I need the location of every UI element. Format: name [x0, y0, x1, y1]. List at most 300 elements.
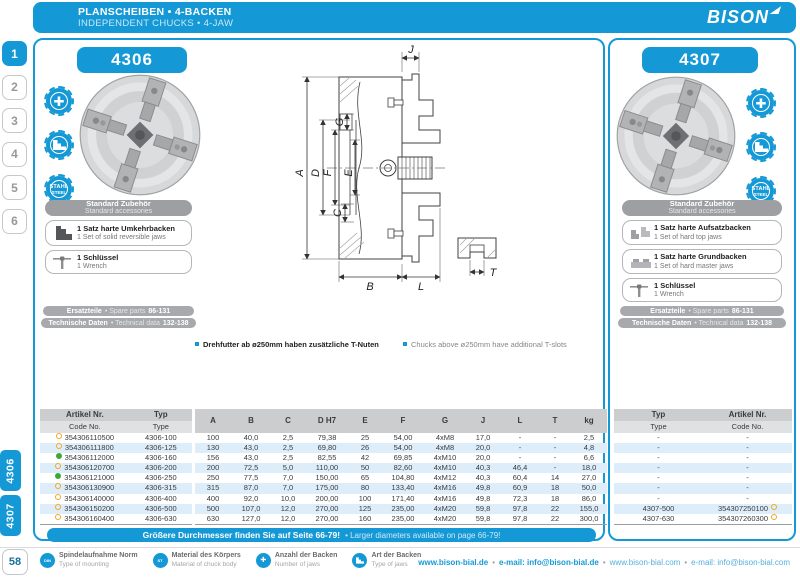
dimension-cell: 20,0 — [475, 453, 491, 463]
column-header-b: B — [248, 416, 254, 425]
code-no-cell: 354306160400 — [40, 514, 130, 524]
cross-glyph: ✚ — [755, 95, 767, 111]
dimension-row — [195, 453, 607, 463]
column-header-l: L — [517, 416, 523, 425]
green-status-dot — [56, 453, 62, 459]
legend-cross — [256, 552, 338, 569]
sidebar-tab-5[interactable]: 5 — [2, 175, 27, 200]
dimension-cell: 270,00 — [315, 513, 339, 523]
dimension-cell: 4xM8 — [435, 443, 455, 453]
dim-label-b: B — [366, 281, 374, 293]
dimension-row — [195, 504, 607, 514]
sidebar-tab-2[interactable]: 2 — [2, 75, 27, 100]
separator-dot: • — [684, 558, 688, 567]
orange-status-dot — [56, 433, 62, 439]
article-row — [40, 453, 192, 463]
dimension-cell: 2,5 — [282, 453, 294, 463]
accessory-label-de: 1 Schlüssel — [77, 252, 119, 262]
dimension-cell: 2,5 — [282, 433, 294, 442]
dimension-cell: 49,8 — [475, 493, 491, 503]
code-no-cell: 354306110500 — [40, 433, 130, 443]
code-no-cell: 354306150200 — [40, 504, 130, 514]
jaw-profile-icon — [746, 132, 776, 162]
dimension-cell: 50 — [360, 463, 370, 473]
page-number: 58 — [2, 549, 28, 575]
dimension-cell: 4xM20 — [433, 513, 457, 523]
sidebar-tab-1[interactable]: 1 — [2, 41, 27, 66]
std-accessories-en: Standard accessories — [84, 208, 153, 215]
dimension-row — [195, 473, 607, 483]
orange-status-dot — [771, 504, 777, 510]
dimension-cell: 270,00 — [315, 503, 339, 513]
dimension-cell: 97,8 — [512, 503, 528, 513]
dimension-cell: 133,40 — [391, 483, 415, 493]
type-cell: - — [657, 473, 660, 483]
dimension-cell: 300,0 — [579, 513, 599, 523]
dimension-cell: 97,8 — [512, 513, 528, 523]
sidebar-tab-4[interactable]: 4 — [2, 142, 27, 167]
article-row — [614, 514, 792, 524]
left-table-body — [40, 433, 192, 525]
code-no-cell: 354306112000 — [40, 453, 130, 463]
main-table-header — [195, 409, 607, 433]
accessory-master-jaws — [622, 249, 782, 274]
column-header-kg: kg — [584, 416, 594, 425]
dimension-cell: 14 — [550, 473, 560, 483]
dimension-cell: 18 — [550, 493, 560, 503]
code-no-cell: - — [746, 463, 749, 473]
column-header-d-h7: D H7 — [317, 416, 337, 425]
footer-link[interactable]: e-mail: info@bison-bial.de — [499, 558, 599, 567]
tech-data-ref — [618, 318, 786, 328]
article-table-4306 — [40, 409, 192, 525]
tech-data-de: Technische Daten — [631, 319, 692, 327]
din-gear-icon: DIN — [40, 553, 55, 568]
dimension-cell: 72,5 — [243, 463, 259, 473]
dimension-cell: 22 — [550, 513, 560, 523]
legend-din — [40, 552, 138, 569]
tech-data-en: • Technical data — [110, 319, 160, 327]
dimension-cell: 26 — [360, 443, 370, 453]
column-header-typ: Typ — [651, 410, 666, 419]
dimension-cell: 25 — [360, 433, 370, 442]
bison-logo-mark — [770, 6, 782, 14]
article-row — [40, 433, 192, 443]
dim-label-l: L — [417, 281, 425, 293]
dimension-cell: 4xM12 — [433, 473, 457, 483]
code-no-cell: - — [746, 453, 749, 463]
accessory-label-de: 1 Satz harte Umkehrbacken — [77, 223, 175, 233]
dim-label-d: D — [310, 169, 322, 177]
footer-links — [418, 558, 790, 567]
dimension-cell: - — [553, 453, 557, 463]
dimension-cell: 40,0 — [243, 433, 259, 442]
footer-divider — [0, 547, 800, 548]
article-row — [614, 483, 792, 493]
std-accessories-de: Standard Zubehör — [669, 199, 735, 208]
article-row — [40, 483, 192, 493]
article-row — [40, 473, 192, 483]
dimension-cell: 86,0 — [581, 493, 597, 503]
dimension-cell: 315 — [206, 483, 220, 493]
dimension-cell: 43,0 — [243, 443, 259, 453]
cross-gear-icon: ✚ — [256, 553, 271, 568]
dimension-cell: 125 — [358, 503, 372, 513]
title-german: PLANSCHEIBEN • 4-BACKEN — [78, 6, 232, 18]
dimension-cell: 18 — [550, 483, 560, 493]
accessory-label-en: 1 Set of solid reversible jaws — [77, 234, 166, 242]
type-cell: 4306-315 — [144, 483, 177, 493]
legend-label-de: Material des Körpers — [171, 552, 241, 559]
column-header-a: A — [210, 416, 216, 425]
wrench-icon — [51, 254, 77, 270]
dimension-cell: 40,3 — [475, 463, 491, 473]
type-cell: 4307-500 — [642, 503, 675, 513]
dimension-cell: 104,80 — [391, 473, 415, 483]
dimension-cell: - — [553, 443, 557, 453]
legend-label-en: Type of mounting — [59, 560, 109, 568]
product-panel-4307 — [608, 38, 796, 541]
product-panel-4306 — [33, 38, 605, 541]
spare-parts-en: • Spare parts — [104, 307, 146, 315]
dimension-row — [195, 443, 607, 453]
dimension-cell: 200,00 — [315, 493, 339, 503]
dimension-cell: 49,8 — [475, 483, 491, 493]
dimension-cell: 171,40 — [391, 493, 415, 503]
legend-text — [59, 552, 138, 569]
jaws-cross-icon — [746, 88, 776, 118]
model-title-4307: 4307 — [642, 47, 758, 73]
cross-glyph: ✚ — [53, 93, 65, 109]
legend-label-en: Material of chuck body — [171, 560, 237, 568]
dimension-cell: 17,0 — [475, 433, 491, 442]
footer-link[interactable]: www.bison-bial.com — [609, 558, 681, 567]
spare-parts-en: • Spare parts — [688, 307, 729, 315]
article-row — [40, 443, 192, 453]
code-no-cell: - — [746, 483, 749, 493]
orange-status-dot — [771, 514, 777, 520]
dimension-cell: 27,0 — [581, 473, 597, 483]
top-jaws-icon — [628, 225, 654, 241]
type-cell: - — [657, 483, 660, 493]
orange-status-dot — [56, 443, 62, 449]
legend-text — [371, 552, 421, 569]
dimension-cell: - — [518, 443, 522, 453]
dimension-cell: 160 — [358, 513, 372, 523]
jaw-glyph — [53, 140, 66, 150]
technical-drawing — [192, 42, 604, 338]
page-header — [33, 2, 796, 33]
legend-label-de: Anzahl der Backen — [274, 552, 338, 559]
dim-label-a: A — [294, 169, 306, 177]
spare-parts-pages: 86-131 — [731, 307, 754, 315]
footer-link[interactable]: www.bison-bial.de — [418, 558, 489, 567]
dimension-cell: 400 — [206, 493, 220, 503]
accessory-label-de: 1 Satz harte Aufsatzbacken — [654, 223, 751, 233]
article-row — [614, 494, 792, 504]
dimension-cell: 69,80 — [317, 443, 337, 453]
column-header-c: C — [285, 416, 291, 425]
separator-dot: • — [602, 558, 606, 567]
dimension-cell: 155,0 — [579, 503, 599, 513]
tab-4306[interactable] — [0, 450, 21, 491]
dimension-cell: 4,8 — [583, 443, 595, 453]
legend-label-en: Number of jaws — [274, 560, 320, 568]
code-no-cell: - — [746, 433, 749, 442]
accessory-label-en: 1 Set of hard top jaws — [654, 233, 722, 241]
dimension-cell: 175,00 — [315, 483, 339, 493]
dimension-cell: 4xM10 — [433, 463, 457, 473]
dimension-cell: 4xM16 — [433, 493, 457, 503]
dimension-cell: 18,0 — [581, 463, 597, 473]
type-cell: 4306-160 — [144, 453, 177, 463]
dimension-cell: 40,3 — [475, 473, 491, 483]
column-header-artikel-nr: Artikel Nr. — [65, 410, 104, 419]
article-row — [614, 504, 792, 514]
accessory-wrench — [45, 250, 192, 274]
dimension-cell: 110,00 — [315, 463, 339, 473]
legend-text — [275, 552, 338, 569]
note-german-text: Drehfutter ab ø250mm haben zusätzliche T-Nuten — [203, 340, 379, 349]
column-header-g: G — [441, 416, 449, 425]
legend-label-de: Art der Backen — [371, 552, 422, 559]
dimension-cell: 100 — [358, 493, 372, 503]
dimension-row — [195, 514, 607, 524]
article-row — [614, 433, 792, 443]
dimension-cell: 250 — [206, 473, 220, 483]
note-german — [195, 340, 379, 349]
dimension-cell: - — [518, 433, 522, 442]
dimension-cell: 7,0 — [282, 483, 294, 493]
dimension-cell: 235,00 — [391, 513, 415, 523]
column-header-code-no: Code No. — [68, 422, 101, 431]
note-bullet — [403, 342, 407, 346]
dimension-cell: 100 — [206, 433, 220, 442]
type-cell: - — [657, 463, 660, 473]
type-cell: 4307-630 — [642, 513, 675, 523]
tab-4307[interactable] — [0, 495, 21, 536]
orange-status-dot — [55, 494, 61, 500]
dim-label-t: T — [489, 267, 497, 279]
dimension-cell: 82,55 — [317, 453, 337, 463]
accessory-top-jaws — [622, 220, 782, 245]
dimension-cell: 130 — [206, 443, 220, 453]
dimension-row — [195, 494, 607, 504]
dimension-cell: 54,00 — [393, 443, 413, 453]
article-row — [40, 514, 192, 524]
type-cell: - — [657, 443, 660, 453]
footer-legend — [40, 552, 421, 569]
code-no-cell: 354306111800 — [40, 443, 130, 453]
banner-english: • Larger diameters available on page 66-79! — [345, 530, 501, 540]
orange-status-dot — [55, 504, 61, 510]
column-header-typ: Typ — [154, 410, 168, 419]
reversible-jaw-icon — [51, 225, 77, 241]
article-row — [614, 443, 792, 453]
dimension-cell: 50,0 — [581, 483, 597, 493]
green-status-dot — [55, 473, 61, 479]
tech-data-pages: 132-138 — [746, 319, 773, 327]
stahl-label: STAHL — [49, 183, 69, 190]
dimension-cell: 5,0 — [282, 463, 294, 473]
dimension-cell: 20,0 — [475, 443, 491, 453]
dimension-cell: 127,0 — [241, 513, 261, 523]
code-no-cell: 354306130900 — [40, 483, 130, 493]
article-row — [614, 473, 792, 483]
article-row — [614, 453, 792, 463]
dimension-cell: 12,0 — [280, 513, 296, 523]
dimension-cell: 60,4 — [512, 473, 528, 483]
dimension-cell: 4xM20 — [433, 503, 457, 513]
dimension-cell: 200 — [206, 463, 220, 473]
column-header-code-no: Code No. — [731, 422, 764, 431]
orange-status-dot — [55, 483, 61, 489]
dimension-cell: 59,8 — [475, 503, 491, 513]
orange-status-dot — [55, 463, 61, 469]
dimension-cell: 43,0 — [243, 453, 259, 463]
code-no-cell: 354307260300 — [703, 514, 792, 524]
dim-label-j: J — [408, 44, 414, 56]
sidebar-tab-3[interactable]: 3 — [2, 108, 27, 133]
right-table-body — [614, 433, 792, 525]
column-header-artikel-nr: Artikel Nr. — [728, 410, 767, 419]
column-header-j: J — [480, 416, 486, 425]
separator-dot: • — [492, 558, 496, 567]
code-no-cell: 354306120700 — [40, 463, 130, 473]
dimension-cell: 6,6 — [583, 453, 595, 463]
bison-logo-text: BISON — [706, 7, 769, 27]
legend-text — [172, 552, 241, 569]
accessory-label-de: 1 Satz harte Grundbacken — [654, 252, 747, 262]
stahl-gear-icon: ST — [153, 553, 168, 568]
chuck-photo-4307 — [616, 76, 736, 196]
stahl-label: STAHL — [751, 185, 771, 192]
column-header-type: Type — [650, 422, 667, 431]
dimension-cell: 42 — [360, 453, 370, 463]
note-bullet — [195, 342, 199, 346]
steel-label: STEEL — [753, 191, 769, 197]
column-header-t: T — [552, 416, 558, 425]
jaws-cross-icon — [44, 86, 74, 116]
dimension-cell: 79,38 — [317, 433, 337, 442]
type-cell: 4306-200 — [144, 463, 177, 473]
dimension-cell: 500 — [206, 503, 220, 513]
column-header-f: F — [400, 416, 406, 425]
article-row — [40, 504, 192, 514]
accessory-label-en: 1 Set of hard master jaws — [654, 262, 734, 270]
main-table-body — [195, 433, 607, 525]
dimension-cell: 2,5 — [282, 443, 294, 453]
master-jaws-icon — [628, 254, 654, 270]
footer-link[interactable]: e-mail: info@bison-bial.com — [691, 558, 790, 567]
dimension-cell: 22 — [550, 503, 560, 513]
jaw-glyph — [755, 142, 768, 152]
accessory-wrench — [622, 278, 782, 302]
orange-status-dot — [55, 514, 61, 520]
dimension-cell: 69,85 — [393, 453, 413, 463]
standard-accessories-bar — [622, 200, 782, 216]
dim-label-f: F — [322, 169, 334, 177]
code-no-cell: 354307250100 — [703, 504, 792, 514]
dimension-cell: 46,4 — [512, 463, 528, 473]
article-row — [40, 494, 192, 504]
dimension-cell: 156 — [206, 453, 220, 463]
spare-parts-de: Ersatzteile — [66, 307, 102, 315]
dimension-cell: 12,0 — [280, 503, 296, 513]
tech-data-ref — [41, 318, 196, 328]
type-cell: 4306-100 — [144, 433, 177, 442]
type-cell: - — [657, 433, 660, 442]
jaw-profile-icon — [44, 130, 74, 160]
code-no-cell: - — [746, 443, 749, 453]
jaw-gear-icon — [352, 553, 367, 568]
banner-german: Größere Durchmesser finden Sie auf Seite 66-79! — [142, 530, 341, 540]
std-accessories-de: Standard Zubehör — [86, 199, 151, 208]
note-english — [403, 340, 567, 349]
type-cell: 4306-400 — [144, 493, 177, 503]
model-title-4306: 4306 — [77, 47, 187, 73]
dimension-cell: 72,3 — [512, 493, 528, 503]
accessory-label-en: 1 Wrench — [654, 291, 684, 299]
dimension-cell: - — [518, 453, 522, 463]
legend-stahl — [153, 552, 241, 569]
dimensions-table — [195, 409, 607, 525]
dimension-cell: - — [553, 463, 557, 473]
tab-4306-label: 4306 — [4, 457, 17, 484]
article-row — [614, 463, 792, 473]
dimension-cell: 4xM16 — [433, 483, 457, 493]
dimension-cell: 10,0 — [280, 493, 296, 503]
column-header-type: Type — [152, 422, 169, 431]
std-accessories-en: Standard accessories — [668, 208, 736, 215]
dimension-row — [195, 433, 607, 443]
dimension-cell: 107,0 — [241, 503, 261, 513]
dimension-cell: 4xM8 — [435, 433, 455, 442]
dimension-cell: 80 — [360, 483, 370, 493]
code-no-cell: 354306121000 — [40, 473, 130, 483]
dimension-cell: 60,9 — [512, 483, 528, 493]
type-cell: 4306-250 — [144, 473, 177, 483]
tab-4307-label: 4307 — [4, 502, 17, 529]
spare-parts-pages: 86-131 — [148, 307, 171, 315]
dimension-cell: 92,0 — [243, 493, 259, 503]
legend-jaw — [352, 552, 421, 569]
chuck-photo-4306 — [79, 74, 201, 196]
spare-parts-ref — [620, 306, 784, 316]
note-english-text: Chucks above ø250mm have additional T-slots — [411, 340, 567, 349]
sidebar-tab-6[interactable]: 6 — [2, 209, 27, 234]
dimension-cell: 4xM10 — [433, 453, 457, 463]
dimension-cell: - — [553, 433, 557, 442]
type-cell: 4306-125 — [144, 443, 177, 453]
dimension-cell: 54,00 — [393, 433, 413, 442]
code-no-cell: - — [746, 493, 749, 503]
title-english: INDEPENDENT CHUCKS • 4-JAW — [78, 18, 234, 29]
legend-label-de: Spindelaufnahme Norm — [59, 552, 138, 559]
dimension-cell: 87,0 — [243, 483, 259, 493]
dimension-cell: 65 — [360, 473, 370, 483]
wrench-icon — [628, 282, 654, 298]
type-cell: - — [657, 453, 660, 463]
accessory-label-en: 1 Wrench — [77, 263, 107, 271]
article-row — [40, 463, 192, 473]
steel-label: STEEL — [51, 189, 67, 195]
dimension-cell: 150,00 — [315, 473, 339, 483]
dim-label-g: G — [334, 117, 346, 127]
dimension-cell: 77,5 — [243, 473, 259, 483]
page-title — [78, 6, 233, 29]
standard-accessories-bar — [45, 200, 192, 216]
